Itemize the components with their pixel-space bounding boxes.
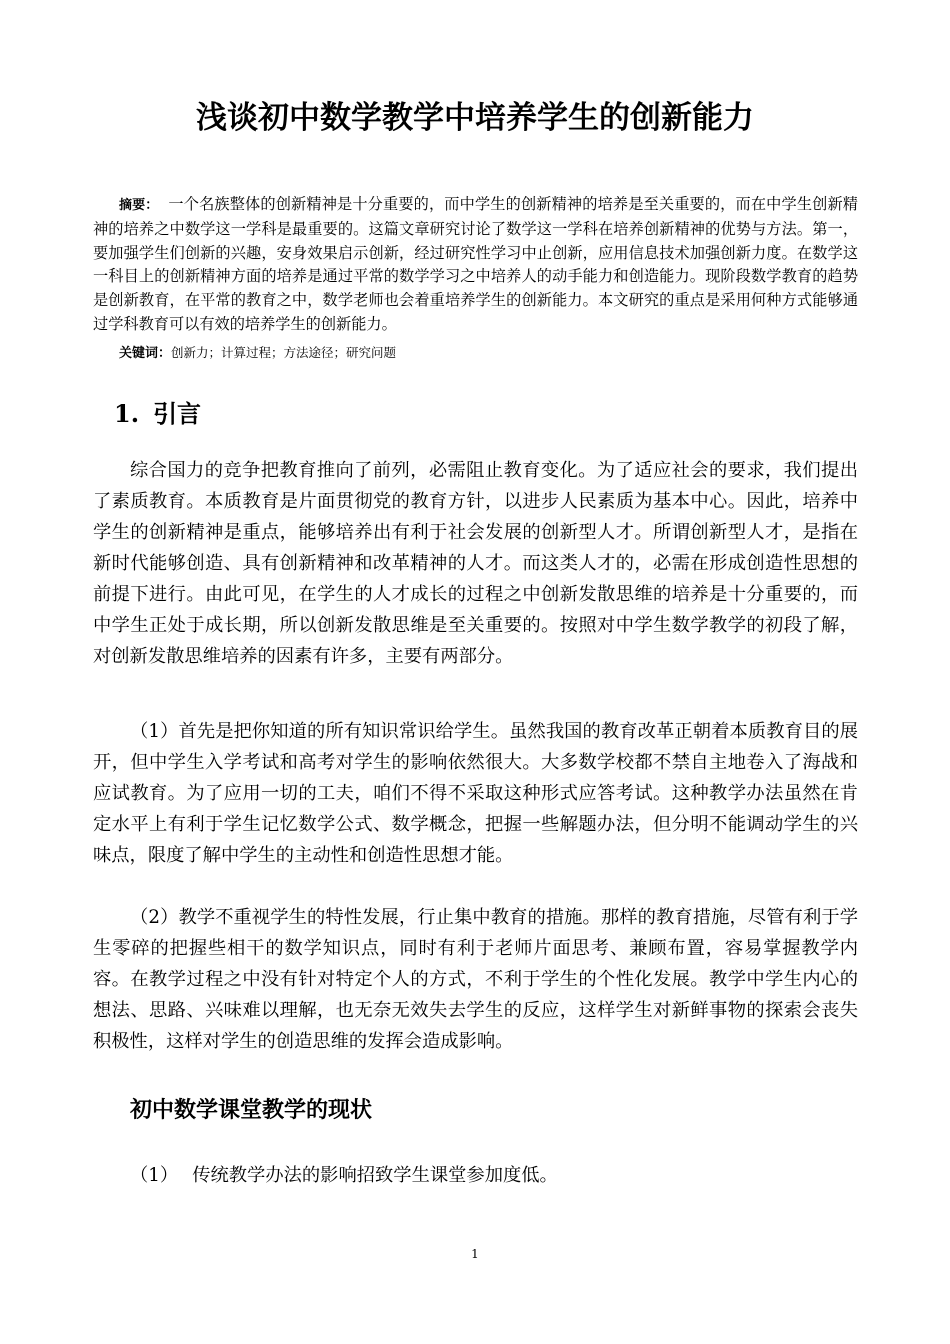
document-title: 浅谈初中数学教学中培养学生的创新能力 xyxy=(196,100,754,136)
list-item-text: 传统教学办法的影响招致学生课堂参加度低。 xyxy=(192,1165,558,1186)
keywords-label: 关键词： xyxy=(119,346,172,361)
body-paragraph: 综合国力的竞争把教育推向了前列，必需阻止教育变化。为了适应社会的要求，我们提出了素质教育。本质教育是片面贯彻党的教育方针，以进步人民素质为基本中心。因此，培养中学生的创新精神是重点，能够培养出有利于社会发展的创新型人才。所谓创新型人才，是指在新时代能够创造、具有创新精神和改革精神的人才。而这类人才的，必需在形成创造性思想的前提下进行。由此可见，在学生的人才成长的过程之中创新发散思维的培养是十分重要的，而中学生正处于成长期，所以创新发散思维是至关重要的。按照对中学生数学教学的初段了解，对创新发散思维培养的因素有许多，主要有两部分。 xyxy=(93,460,858,667)
keywords-text: 创新力；计算过程；方法途径；研究问题 xyxy=(171,345,397,360)
abstract-text: 一个名族整体的创新精神是十分重要的，而中学生的创新精神的培养是至关重要的，而在中学生创新精神的培养之中数学这一学科是最重要的。这篇文章研究讨论了数学这一学科在培养创新精神的优势与方法。第一，要加强学生们创新的兴趣，安身效果启示创新，经过研究性学习中止创新，应用信息技术加强创新力度。在数学这一科目上的创新精神方面的培养是通过平常的数学学习之中培养人的动手能力和创造能力。现阶段数学教育的趋势是创新教育，在平常的教育之中，数学老师也会着重培养学生的创新能力。本文研究的重点是采用何种方式能够通过学科教育可以有效的培养学生的创新能力。 xyxy=(93,195,858,333)
page-number: 1 xyxy=(471,1247,479,1261)
section-heading-classroom-status: 初中数学课堂教学的现状 xyxy=(130,1098,373,1123)
section-heading-introduction xyxy=(114,398,201,430)
section-title: 引言 xyxy=(153,399,202,428)
keywords-line xyxy=(119,343,859,364)
abstract-label: 摘要： xyxy=(119,198,159,213)
abstract-paragraph xyxy=(93,193,858,337)
section-number: 1. xyxy=(114,399,140,428)
body-paragraph: （1）首先是把你知道的所有知识常识给学生。虽然我国的教育改革正朝着本质教育目的展开，但中学生入学考试和高考对学生的影响依然很大。大多数学校都不禁自主地卷入了海战和应试教育。为了应用一切的工夫，咱们不得不采取这种形式应答考试。这种教学办法虽然在肯定水平上有利于学生记忆数学公式、数学概念，把握一些解题办法，但分明不能调动学生的兴味点，限度了解中学生的主动性和创造性思想才能。 xyxy=(93,721,858,866)
list-item-index: （1） xyxy=(130,1165,179,1186)
body-paragraph: （2）教学不重视学生的特性发展，行止集中教育的措施。那样的教育措施，尽管有利于学生零碎的把握些相干的数学知识点，同时有利于老师片面思考、兼顾布置，容易掌握教学内容。在教学过程之中没有针对特定个人的方式，不利于学生的个性化发展。教学中学生内心的想法、思路、兴味难以理解，也无奈无效失去学生的反应，这样学生对新鲜事物的探索会丧失积极性，这样对学生的创造思维的发挥会造成影响。 xyxy=(93,907,858,1052)
list-item xyxy=(130,1161,558,1191)
